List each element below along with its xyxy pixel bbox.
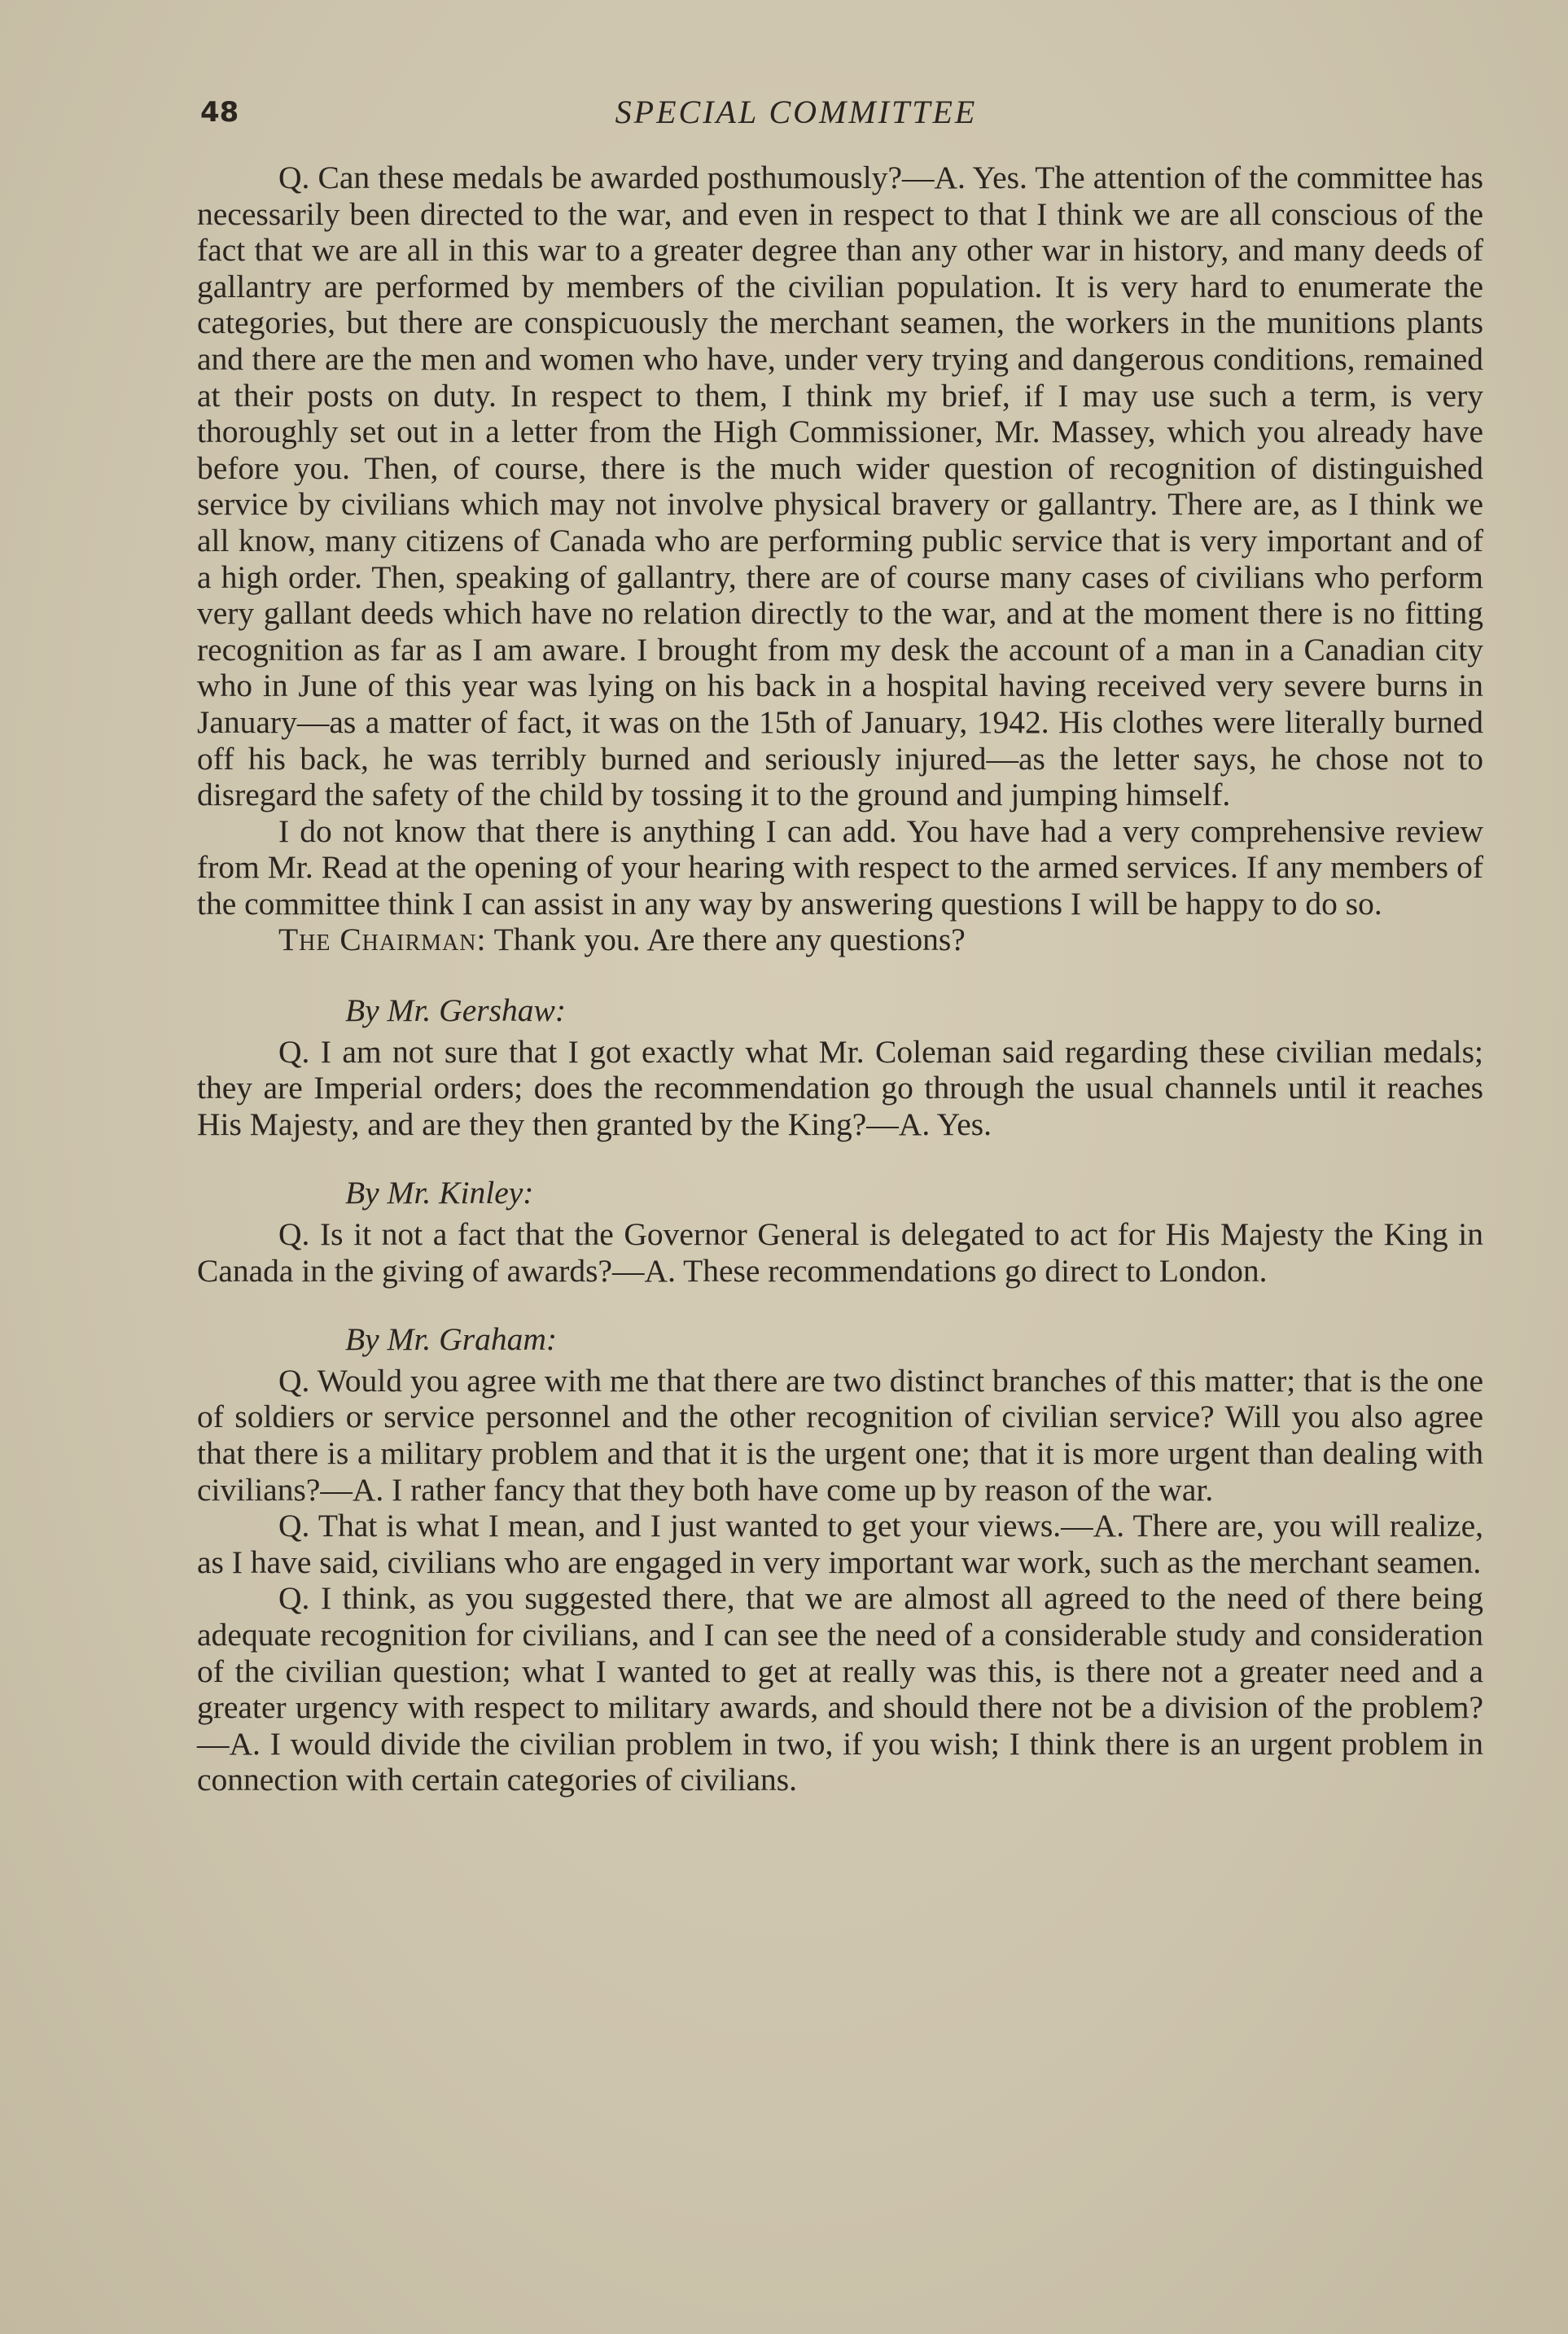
paragraph-graham-question-1: Q. Would you agree with me that there are two distinct branches of this matter; that is the one of soldiers or service personnel and the other recognition of civilian service? Will you also agree that there is a military problem and that it is the urgent one; that it is more urgent than dealing with civilians?—A. I rather fancy that they both have come up by reason of the war.	[197, 1362, 1483, 1508]
body-text	[197, 160, 1483, 1798]
page-number: 48	[200, 96, 239, 129]
byline-gershaw: By Mr. Gershaw:	[345, 992, 566, 1029]
speaker-chairman: The Chairman:	[278, 922, 487, 958]
byline-kinley: By Mr. Kinley:	[345, 1175, 534, 1211]
chairman-speech: Thank you. Are there any questions?	[486, 922, 966, 958]
paragraph-gershaw-question: Q. I am not sure that I got exactly what Mr. Coleman said regarding these civilian medals; they are Imperial orders; does the recommendation go through the usual channels until it reaches His Majesty, and are they then granted by the King?—A. Yes.	[197, 1033, 1483, 1142]
paragraph-graham-question-3: Q. I think, as you suggested there, that we are almost all agreed to the need of there being adequate recognition for civilians, and I can see the need of a considerable study and consideration of the civilian question; what I wanted to get at really was this, is there not a greater need and a greater urgency with respect to military awards, and should there not be a division of the problem?—A. I would divide the civilian problem in two, if you wish; I think there is an urgent problem in connection with certain categories of civilians.	[197, 1580, 1483, 1798]
running-head	[0, 96, 1568, 137]
paragraph-graham-question-2: Q. That is what I mean, and I just wanted to get your views.—A. There are, you will realize, as I have said, civilians who are engaged in very important war work, such as the merchant seamen.	[197, 1508, 1483, 1580]
paragraph-answer-posthumous: Q. Can these medals be awarded posthumously?—A. Yes. The attention of the committee has necessarily been directed to the war, and even in respect to that I think we are all conscious of the fact that we are all in this war to a greater degree than any other war in history, and many deeds of gallantry are performed by members of the civilian population. It is very hard to enumerate the categories, but there are conspicuously the merchant seamen, the workers in the munitions plants and there are the men and women who have, under very trying and dangerous conditions, remained at their posts on duty. In respect to them, I think my brief, if I may use such a term, is very thoroughly set out in a letter from the High Commissioner, Mr. Massey, which you already have before you. Then, of course, there is the much wider question of recognition of distinguished service by civilians which may not involve physical bravery or gallantry. There are, as I think we all know, many citizens of Canada who are performing public service that is very important and of a high order. Then, speaking of gallantry, there are of course many cases of civilians who perform very gallant deeds which have no relation directly to the war, and at the moment there is no fitting recognition as far as I am aware. I brought from my desk the account of a man in a Canadian city who in June of this year was lying on his back in a hospital having received very severe burns in January—as a matter of fact, it was on the 15th of January, 1942. His clothes were literally burned off his back, he was terribly burned and seriously injured—as the letter says, he chose not to disregard the safety of the child by tossing it to the ground and jumping himself.	[197, 160, 1483, 813]
paragraph-closing-remarks: I do not know that there is anything I can add. You have had a very comprehensive review from Mr. Read at the opening of your hearing with respect to the armed services. If any members of the committee think I can assist in any way by answering questions I will be happy to do so.	[197, 812, 1483, 922]
running-title: SPECIAL COMMITTEE	[615, 94, 978, 130]
paragraph-chairman	[197, 922, 1483, 958]
paragraph-kinley-question: Q. Is it not a fact that the Governor General is delegated to act for His Majesty the King in Canada in the giving of awards?—A. These recommendations go direct to London.	[197, 1216, 1483, 1289]
byline-graham: By Mr. Graham:	[345, 1321, 558, 1358]
